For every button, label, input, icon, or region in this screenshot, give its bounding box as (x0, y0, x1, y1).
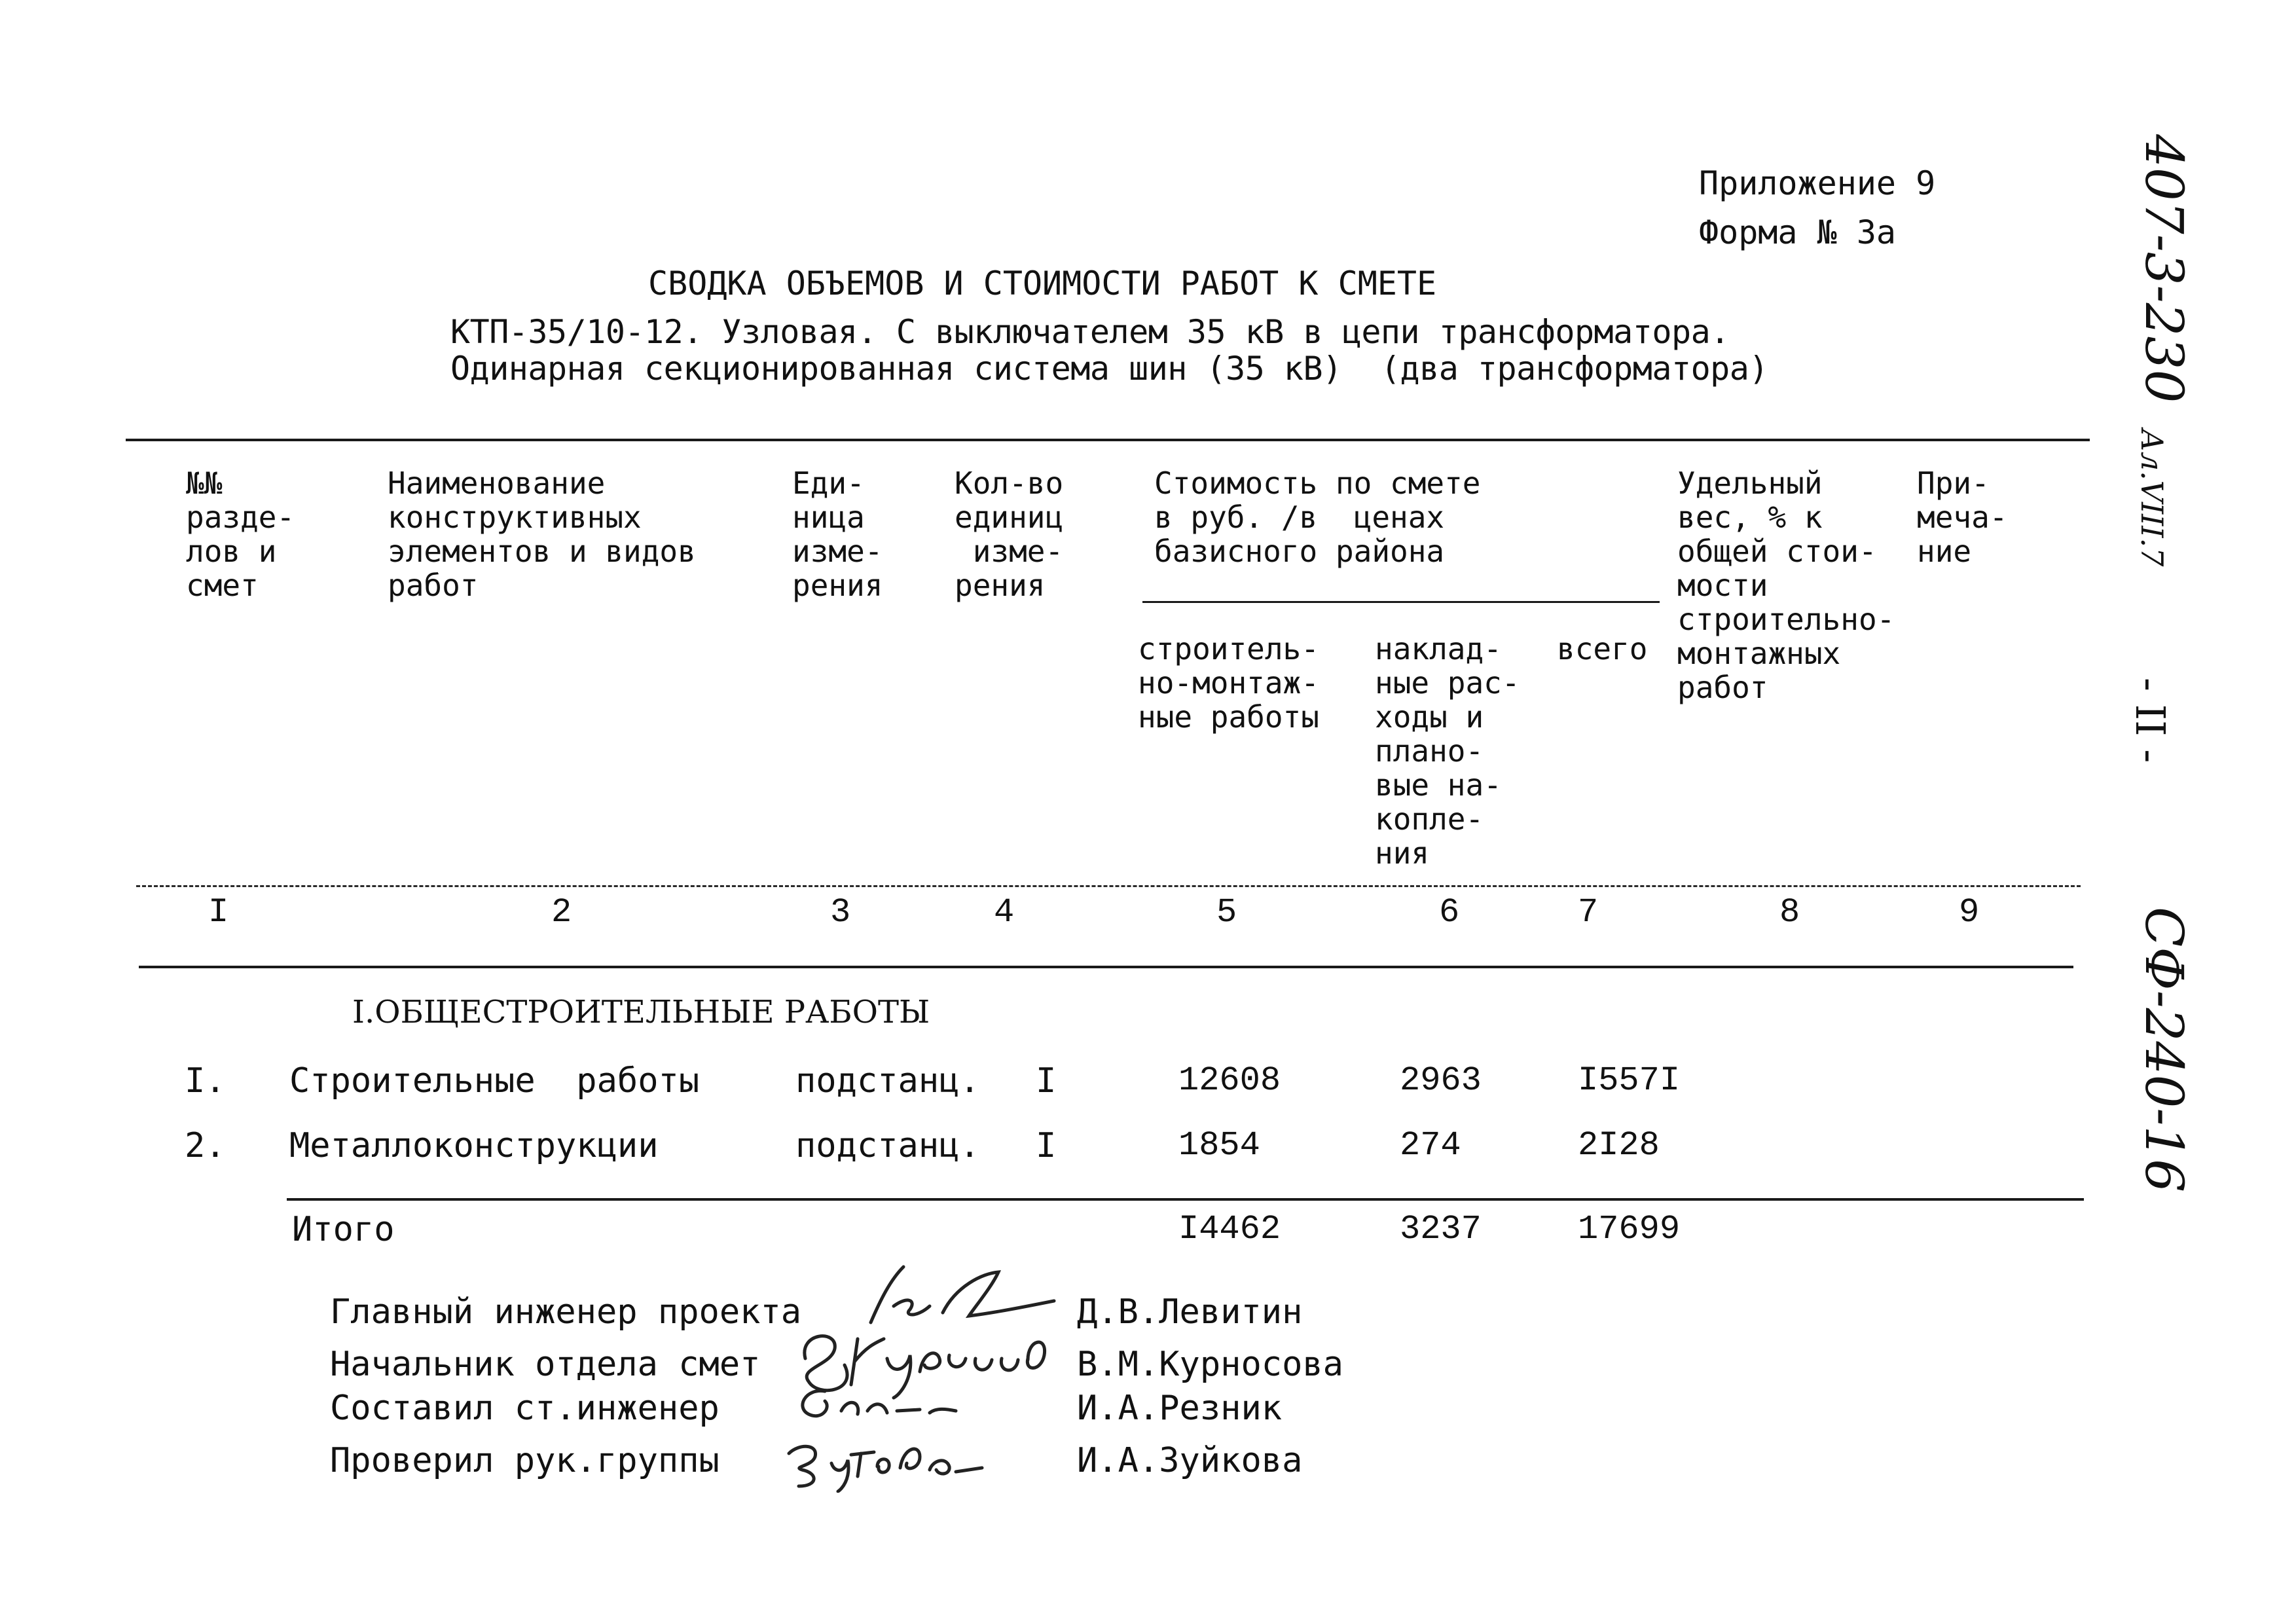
header-cost-group: Стоимость по смете в руб. /в ценах базисного района (1154, 465, 1481, 569)
column-number: 2 (551, 893, 572, 932)
column-number: 3 (830, 893, 851, 932)
signature-name: В.М.Курносова (1077, 1345, 1343, 1384)
signature-zuikova (779, 1427, 1008, 1493)
signature-role: Составил ст.инженер (330, 1389, 720, 1428)
header-col1: №№ разде- лов и смет (186, 465, 295, 603)
signature-role: Проверил рук.группы (330, 1441, 720, 1480)
signature-reznik (779, 1381, 995, 1434)
header-col5: строитель- но-монтаж- ные работы (1138, 631, 1319, 735)
margin-page: - II - (2126, 678, 2174, 763)
form-label: Форма № 3а (1699, 213, 1897, 251)
signature-name: И.А.Зуйкова (1077, 1441, 1303, 1480)
signature-role: Главный инженер проекта (330, 1292, 802, 1332)
row-total: I557I (1578, 1061, 1681, 1100)
cost-group-rule (1142, 601, 1660, 603)
margin-series: СФ-240-16 (2134, 907, 2195, 1193)
column-numbers-rule (139, 966, 2073, 968)
header-col2: Наименование конструктивных элементов и видов работ (388, 465, 696, 603)
row-unit: подстанц. (795, 1061, 980, 1101)
row-name: Металлоконструкции (289, 1126, 659, 1165)
signature-role: Начальник отдела смет (330, 1345, 761, 1384)
totals-rule (287, 1198, 2084, 1201)
section-title: I.ОБЩЕСТРОИТЕЛЬНЫЕ РАБОТЫ (352, 994, 930, 1030)
totals-construction: I4462 (1178, 1210, 1281, 1249)
page-title: СВОДКА ОБЪЕМОВ И СТОИМОСТИ РАБОТ К СМЕТЕ (648, 264, 1437, 302)
row-overhead: 2963 (1400, 1061, 1482, 1100)
header-bottom-rule (136, 885, 2081, 887)
row-total: 2I28 (1578, 1126, 1660, 1165)
appendix-label: Приложение 9 (1699, 164, 1936, 202)
margin-album: Ал.VIII.7 (2134, 429, 2170, 567)
row-construction: 12608 (1178, 1061, 1281, 1100)
column-number: 7 (1578, 893, 1599, 932)
header-col8: Удельный вес, % к общей стои- мости строительно- монтажных работ (1677, 465, 1895, 705)
row-name: Строительные работы (289, 1061, 700, 1101)
signature-name: И.А.Резник (1077, 1389, 1283, 1428)
row-construction: 1854 (1178, 1126, 1260, 1165)
header-col3: Еди- ница изме- рения (792, 465, 883, 603)
row-number: I. (185, 1061, 226, 1101)
header-col9: При- меча- ние (1917, 465, 2008, 569)
subtitle-line-2: Одинарная секционированная система шин (35 кВ) (два трансформатора) (450, 350, 1768, 388)
subtitle-line-1: КТП-35/10-12. Узловая. С выключателем 35 кВ в цепи трансформатора. (450, 313, 1730, 351)
margin-doc-code: 407-3-230 (2134, 134, 2195, 403)
header-col7: всего (1557, 631, 1648, 666)
column-number: I (208, 893, 229, 932)
row-overhead: 274 (1400, 1126, 1461, 1165)
totals-total: 17699 (1578, 1210, 1681, 1249)
totals-overhead: 3237 (1400, 1210, 1482, 1249)
column-number: 8 (1779, 893, 1800, 932)
row-number: 2. (185, 1126, 226, 1165)
signature-name: Д.В.Левитин (1077, 1292, 1303, 1332)
column-number: 5 (1216, 893, 1237, 932)
row-unit: подстанц. (795, 1126, 980, 1165)
header-col4: Кол-во единиц изме- рения (955, 465, 1064, 603)
column-number: 9 (1959, 893, 1980, 932)
header-col6: наклад- ные рас- ходы и плано- вые на- копле- ния (1375, 631, 1520, 871)
totals-label: Итого (292, 1210, 395, 1249)
row-qty: I (1036, 1126, 1057, 1165)
row-qty: I (1036, 1061, 1057, 1101)
column-number: 4 (994, 893, 1015, 932)
column-number: 6 (1439, 893, 1460, 932)
table-top-rule (126, 439, 2090, 441)
